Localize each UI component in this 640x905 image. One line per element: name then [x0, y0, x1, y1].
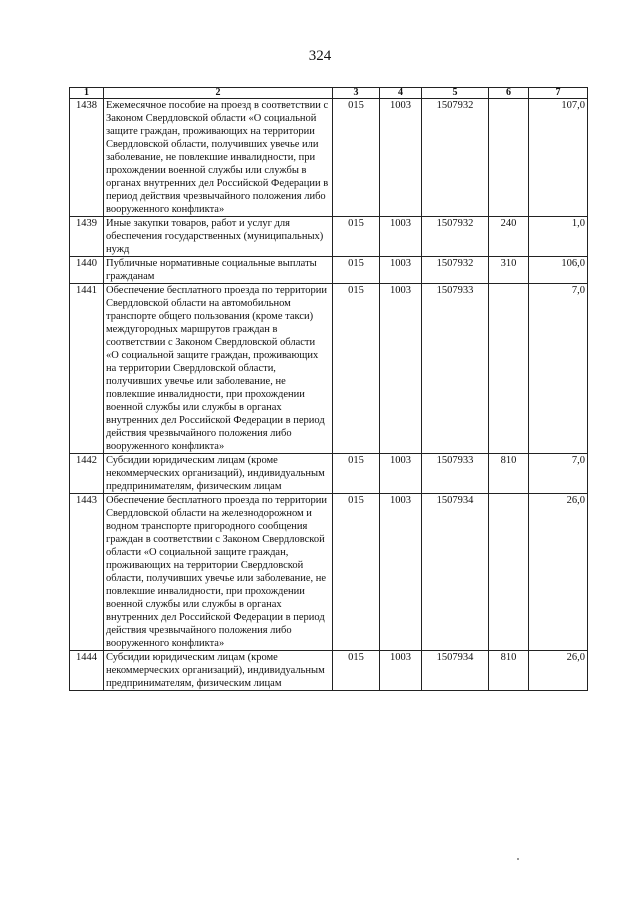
row-name: Субсидии юридическим лицам (кроме некоммерческих организаций), индивидуальным предпринимателям, физическим лицам [104, 651, 333, 691]
budget-table [69, 87, 588, 691]
ministry-code: 015 [333, 99, 380, 217]
section-code: 1003 [380, 217, 422, 257]
ministry-code: 015 [333, 217, 380, 257]
header-col-7: 7 [529, 88, 588, 99]
table-row [70, 454, 588, 494]
table-row [70, 651, 588, 691]
table-header [70, 88, 588, 99]
row-number: 1444 [70, 651, 104, 691]
ministry-code: 015 [333, 454, 380, 494]
section-code: 1003 [380, 257, 422, 284]
header-col-2: 2 [104, 88, 333, 99]
row-name: Субсидии юридическим лицам (кроме некоммерческих организаций), индивидуальным предпринимателям, физическим лицам [104, 454, 333, 494]
header-col-1: 1 [70, 88, 104, 99]
row-name: Обеспечение бесплатного проезда по территории Свердловской области на железнодорожном и водном транспорте пригородного сообщения граждан в соответствии с Законом Свердловской области «О социальной защите граждан, проживающих на территории Свердловской области, получивших увечье или заболевание, не повлекшие инвалидности, при прохождении военной службы или службы в органах внутренних дел Российской Федерации в период действия чрезвычайного положения либо вооруженного конфликта» [104, 494, 333, 651]
ministry-code: 015 [333, 257, 380, 284]
row-name: Ежемесячное пособие на проезд в соответствии с Законом Свердловской области «О социальной защите граждан, проживающих на территории Свердловской области, получивших увечье или заболевание, не повлекшие инвалидности, при прохождении военной службы или службы в органах внутренних дел Российской Федерации в период действия чрезвычайного положения либо вооруженного конфликта» [104, 99, 333, 217]
expense-type-code [489, 284, 529, 454]
section-code: 1003 [380, 651, 422, 691]
row-name: Публичные нормативные социальные выплаты гражданам [104, 257, 333, 284]
row-number: 1442 [70, 454, 104, 494]
expense-type-code: 310 [489, 257, 529, 284]
row-number: 1439 [70, 217, 104, 257]
row-number: 1443 [70, 494, 104, 651]
row-number: 1438 [70, 99, 104, 217]
target-article-code: 1507933 [422, 284, 489, 454]
table-row [70, 99, 588, 217]
target-article-code: 1507934 [422, 651, 489, 691]
row-name: Обеспечение бесплатного проезда по территории Свердловской области на автомобильном транспорте общего пользования (кроме такси) междугородных маршрутов граждан в соответствии с Законом Свердловской области «О социальной защите граждан, проживающих на территории Свердловской области, получивших увечье или заболевание, не повлекшие инвалидности, при прохождении военной службы или службы в органах внутренних дел Российской Федерации в период действия чрезвычайного положения либо вооруженного конфликта» [104, 284, 333, 454]
section-code: 1003 [380, 284, 422, 454]
header-col-6: 6 [489, 88, 529, 99]
row-number: 1441 [70, 284, 104, 454]
table-row [70, 257, 588, 284]
row-number: 1440 [70, 257, 104, 284]
expense-type-code [489, 99, 529, 217]
ministry-code: 015 [333, 284, 380, 454]
target-article-code: 1507932 [422, 217, 489, 257]
ministry-code: 015 [333, 651, 380, 691]
amount: 7,0 [529, 454, 588, 494]
target-article-code: 1507934 [422, 494, 489, 651]
amount: 26,0 [529, 494, 588, 651]
target-article-code: 1507933 [422, 454, 489, 494]
expense-type-code: 810 [489, 651, 529, 691]
section-code: 1003 [380, 99, 422, 217]
header-col-4: 4 [380, 88, 422, 99]
scan-speck [517, 858, 519, 860]
ministry-code: 015 [333, 494, 380, 651]
expense-type-code [489, 494, 529, 651]
header-col-3: 3 [333, 88, 380, 99]
section-code: 1003 [380, 494, 422, 651]
target-article-code: 1507932 [422, 99, 489, 217]
amount: 1,0 [529, 217, 588, 257]
table-row [70, 284, 588, 454]
expense-type-code: 810 [489, 454, 529, 494]
header-col-5: 5 [422, 88, 489, 99]
table-row [70, 494, 588, 651]
page-number: 324 [308, 48, 332, 64]
row-name: Иные закупки товаров, работ и услуг для обеспечения государственных (муниципальных) нужд [104, 217, 333, 257]
amount: 106,0 [529, 257, 588, 284]
header-row [70, 88, 588, 99]
expense-type-code: 240 [489, 217, 529, 257]
section-code: 1003 [380, 454, 422, 494]
target-article-code: 1507932 [422, 257, 489, 284]
amount: 7,0 [529, 284, 588, 454]
table-row [70, 217, 588, 257]
amount: 26,0 [529, 651, 588, 691]
amount: 107,0 [529, 99, 588, 217]
